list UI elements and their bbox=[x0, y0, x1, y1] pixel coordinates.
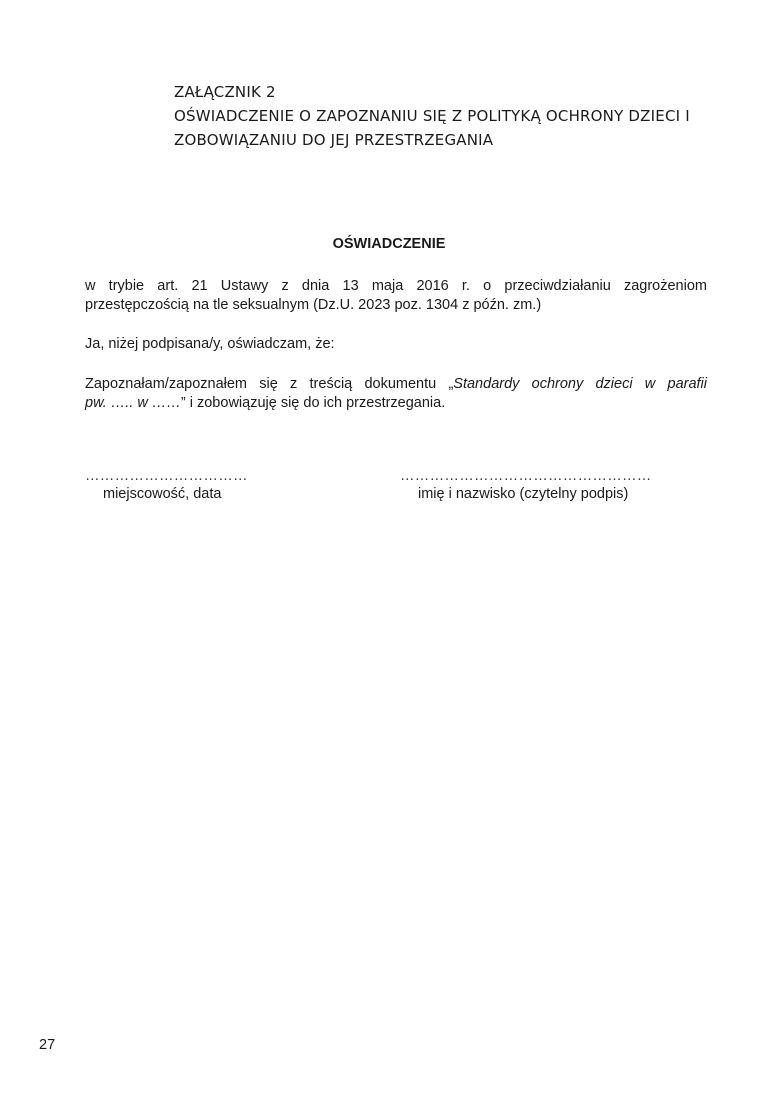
annex-label: ZAŁĄCZNIK 2 bbox=[174, 83, 276, 101]
statement-document-name-part-2: pw. ….. w …… bbox=[85, 395, 181, 411]
statement-line-2 bbox=[85, 394, 707, 413]
statement-document-name-part-1: Standardy ochrony dzieci w parafii bbox=[453, 376, 707, 392]
statement-paragraph bbox=[85, 375, 707, 413]
declaration-title: OŚWIADCZENIE bbox=[332, 236, 446, 252]
statement-prefix: Zapoznałam/zapoznałem się z treścią dokumentu „ bbox=[85, 376, 454, 392]
place-date-signature-line: …………………………… bbox=[85, 468, 248, 484]
legal-basis-line-2: przestępczością na tle seksualnym (Dz.U. 2023 poz. 1304 z późn. zm.) bbox=[85, 297, 542, 313]
statement-line-1 bbox=[85, 375, 707, 394]
intro-paragraph bbox=[85, 335, 707, 354]
page-number: 27 bbox=[39, 1037, 56, 1053]
intro-text: Ja, niżej podpisana/y, oświadczam, że: bbox=[85, 336, 335, 352]
annex-title-line-1: OŚWIADCZENIE O ZAPOZNANIU SIĘ Z POLITYKĄ OCHRONY DZIECI I bbox=[174, 107, 690, 125]
legal-basis-paragraph bbox=[85, 277, 707, 315]
name-signature-label: imię i nazwisko (czytelny podpis) bbox=[418, 486, 629, 502]
statement-suffix: ” i zobowiązuję się do ich przestrzegania. bbox=[180, 395, 446, 411]
name-signature-line: …………………………………………… bbox=[400, 468, 652, 484]
annex-header bbox=[174, 80, 734, 152]
annex-title-line-2: ZOBOWIĄZANIU DO JEJ PRZESTRZEGANIA bbox=[174, 131, 494, 149]
place-date-label: miejscowość, data bbox=[103, 486, 222, 502]
legal-basis-line-1: w trybie art. 21 Ustawy z dnia 13 maja 2016 r. o przeciwdziałaniu zagrożeniom bbox=[85, 278, 707, 294]
